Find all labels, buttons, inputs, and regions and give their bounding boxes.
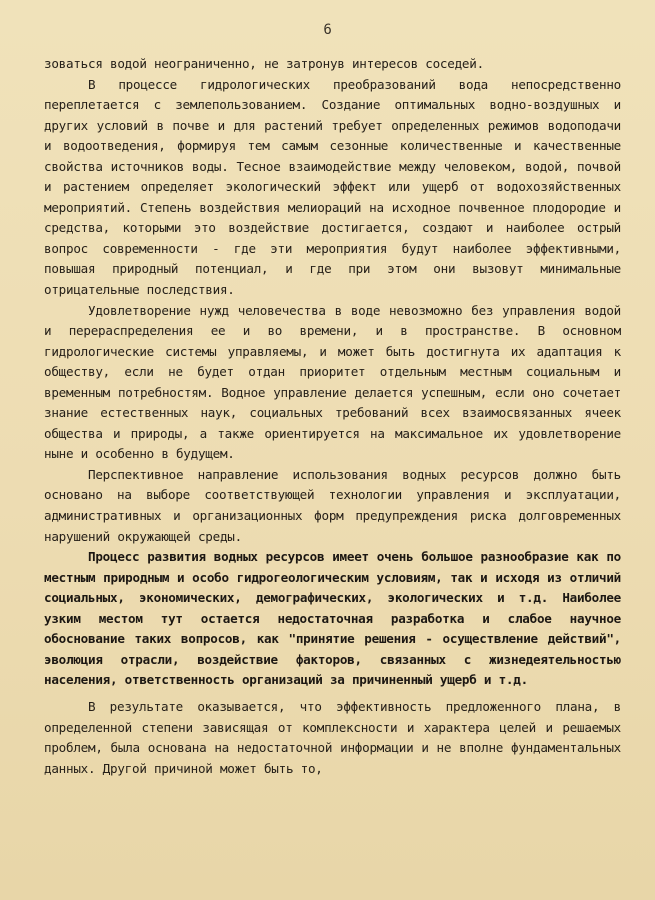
- page-number: 6: [323, 22, 332, 38]
- paragraph-continuation: зоваться водой неограниченно, не затронув интересов соседей.: [44, 56, 484, 71]
- paragraph-land-use: В процессе гидрологических преобразований вода непосредственно переплетается с землепользованием. Создание оптимальных водно-воздушных и других условий в почве и для растений требует определенных режимов водоподачи и водоотведения, формируя тем самым сезонные количественные и качественные свойства источников воды. Тесное взаимодействие между человеком, водой, почвой и растением определяет экологический эффект или ущерб от водохозяйственных мероприятий. Степень воздействия мелиораций на исходное почвенное плодородие и средства, которыми это воздействие достигается, создают и наиболее острый вопрос современности - где эти мероприятия будут наиболее эффективными, повышая природный потенциал, и где при этом они вызовут минимальные отрицательные последствия.: [44, 76, 621, 298]
- paragraph-water-management: Удовлетворение нужд человечества в воде невозможно без управления водой и перераспределения ее и во времени, и в пространстве. В основном гидрологические системы управляемы, и может быть достигнута их адаптация к обществу, если не будет отдан приоритет отдельным местным социальным и временным потребностям. Водное управление делается успешным, если оно сочетает знание естественных наук, социальных требований всех взаимосвязанных ячеек общества и природы, а также ориентируется на максимальное их удовлетворение ныне и особенно в будущем.: [44, 302, 621, 462]
- paragraph-perspective-direction: Перспективное направление использования водных ресурсов должно быть основано на выборе соответствующей технологии управления и эксплуатации, административных и организационных форм предупреждения риска долговременных нарушений окружающей среды.: [44, 466, 621, 544]
- paragraph-development-process: Процесс развития водных ресурсов имеет очень большое разнообразие как по местным природным и особо гидрогеологическим условиям, так и исходя из отличий социальных, экономических, демографических, экологических и т.д. Наиболее узким местом тут остается недостаточная разработка и слабое научное обоснование таких вопросов, как "принятие решения - осуществление действий", эволюция отрасли, воздействие факторов, связанных с жизнедеятельностью населения, ответственность организаций за причиненный ущерб и т.д.: [44, 549, 621, 688]
- paragraph-results: В результате оказывается, что эффективность предложенного плана, в определенной степени зависящая от комплексности и характера целей и решаемых проблем, была основана на недостаточной информации и не вполне фундаментальных данных. Другой причиной может быть то,: [44, 698, 621, 776]
